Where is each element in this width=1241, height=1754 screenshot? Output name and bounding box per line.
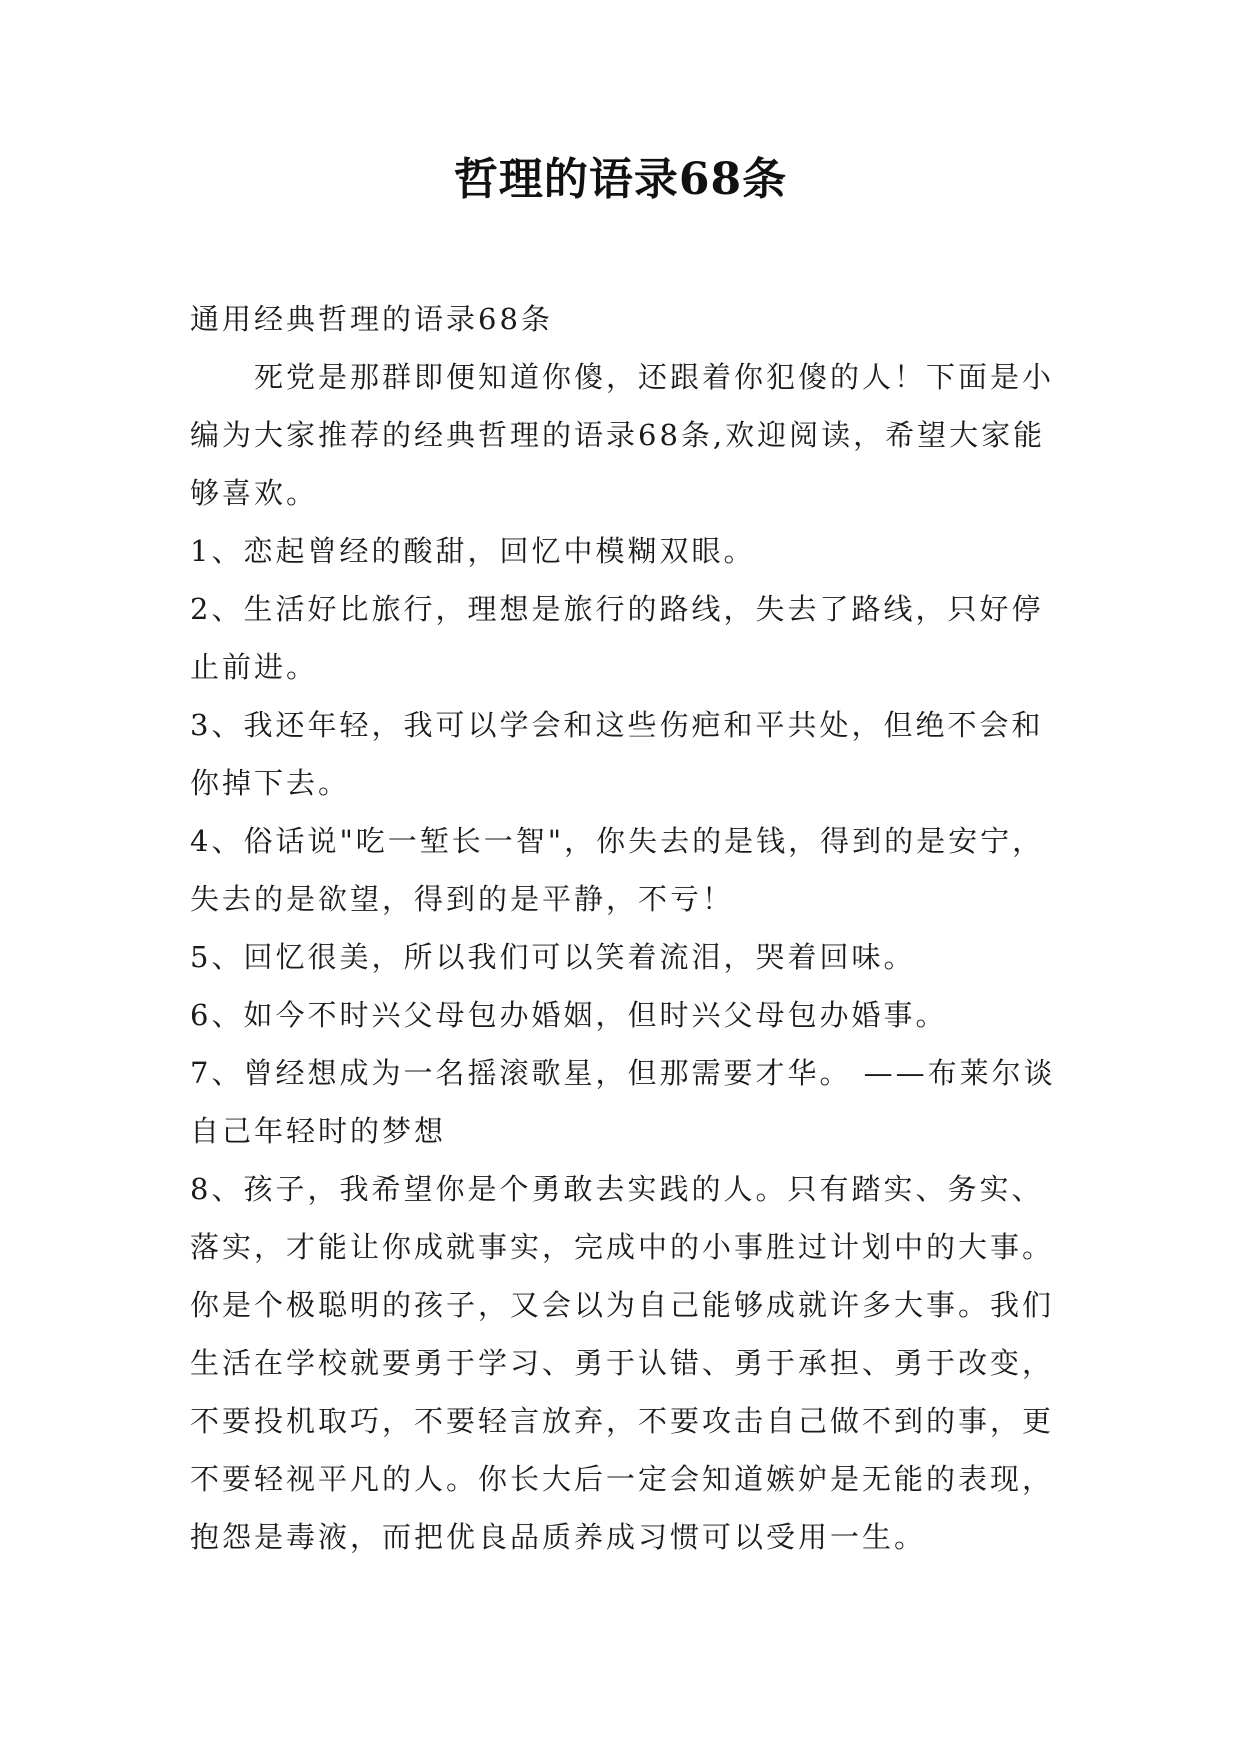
intro-paragraph: 死党是那群即便知道你傻，还跟着你犯傻的人！下面是小编为大家推荐的经典哲理的语录68条,欢迎阅读，希望大家能够喜欢。 — [190, 360, 1055, 510]
quote-item-3: 3、我还年轻，我可以学会和这些伤疤和平共处，但绝不会和你掉下去。 — [190, 708, 1044, 800]
quote-item-7: 7、曾经想成为一名摇滚歌星，但那需要才华。 ——布莱尔谈自己年轻时的梦想 — [190, 1056, 1056, 1148]
quote-item-1: 1、恋起曾经的酸甜，回忆中模糊双眼。 — [190, 534, 756, 568]
quote-item-6: 6、如今不时兴父母包办婚姻，但时兴父母包办婚事。 — [190, 998, 948, 1032]
document-subtitle: 通用经典哲理的语录68条 — [190, 302, 553, 336]
quote-item-2: 2、生活好比旅行，理想是旅行的路线，失去了路线，只好停止前进。 — [190, 592, 1044, 684]
document-body — [190, 290, 1060, 1566]
document-title: 哲理的语录68条 — [453, 154, 788, 205]
quote-item-8: 8、孩子，我希望你是个勇敢去实践的人。只有踏实、务实、落实，才能让你成就事实，完成中的小事胜过计划中的大事。你是个极聪明的孩子，又会以为自己能够成就许多大事。我们生活在学校就要勇于学习、勇于认错、勇于承担、勇于改变，不要投机取巧，不要轻言放弃，不要攻击自己做不到的事，更不要轻视平凡的人。你长大后一定会知道嫉妒是无能的表现，抱怨是毒液，而把优良品质养成习惯可以受用一生。 — [190, 1172, 1055, 1554]
quote-item-4: 4、俗话说"吃一堑长一智"，你失去的是钱，得到的是安宁，失去的是欲望，得到的是平静，不亏！ — [190, 824, 1045, 916]
quote-item-5: 5、回忆很美，所以我们可以笑着流泪，哭着回味。 — [190, 940, 916, 974]
